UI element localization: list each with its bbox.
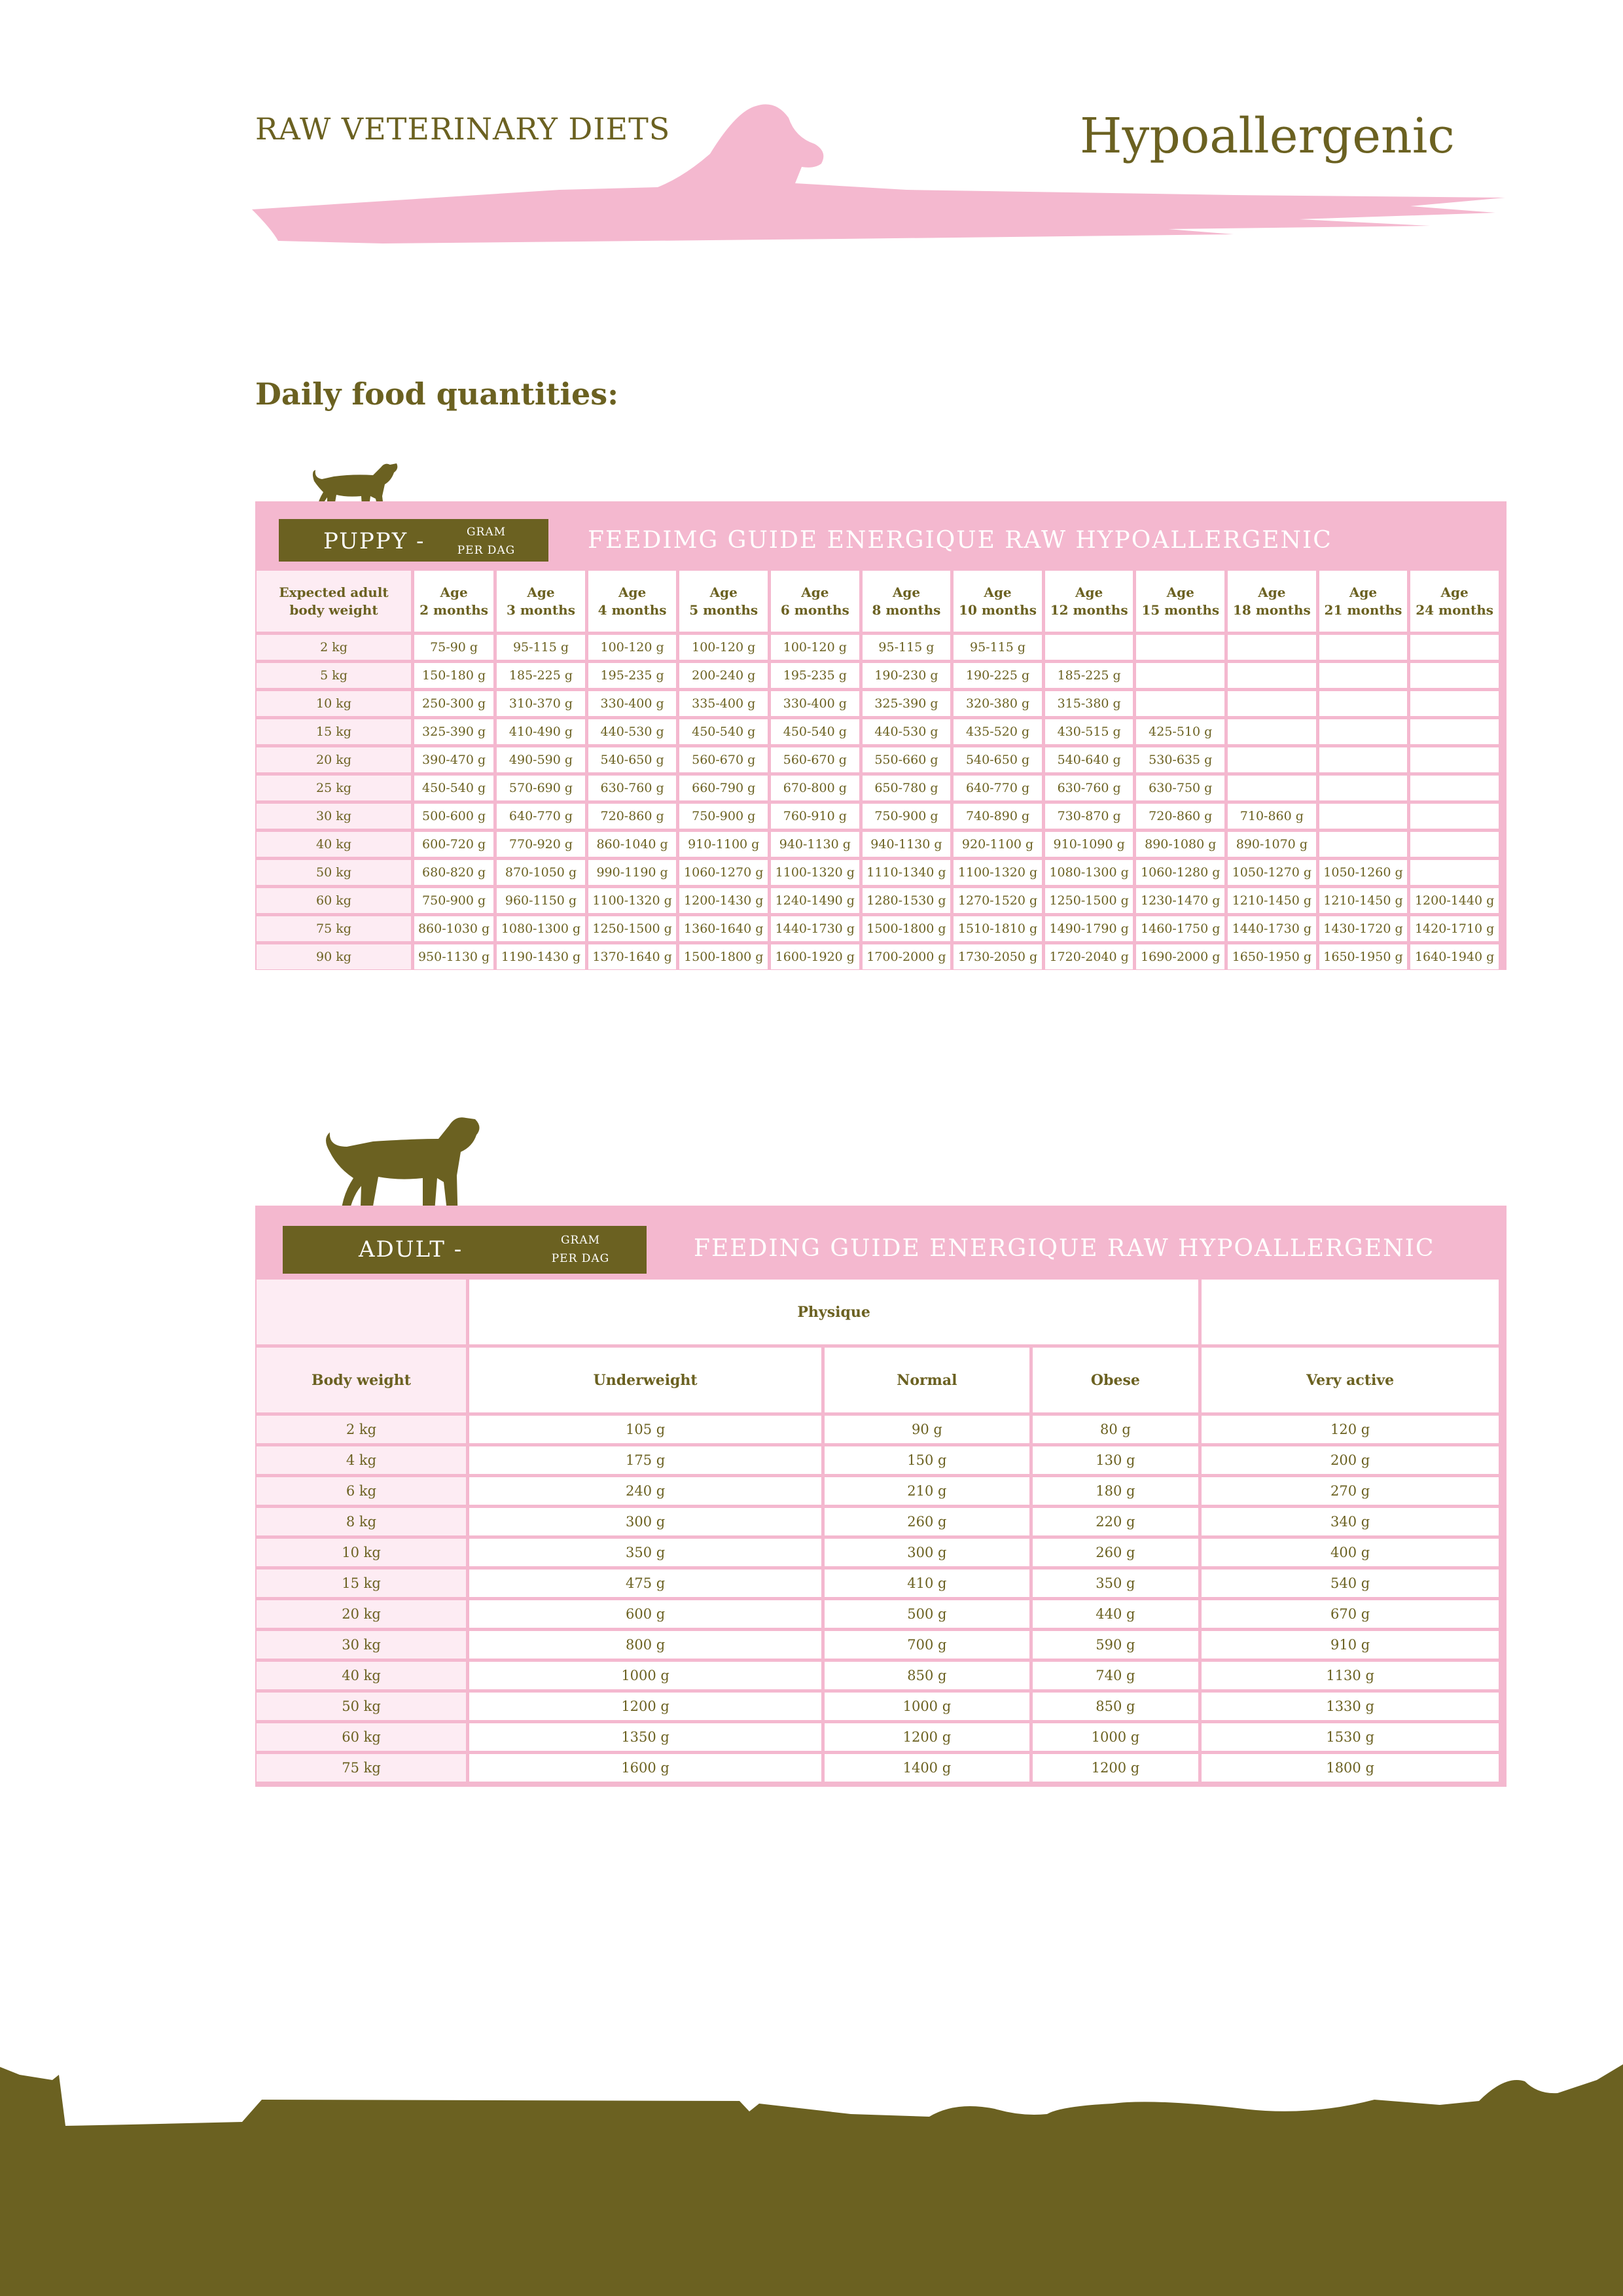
weight-cell: 20 kg [257, 747, 411, 772]
quantity-cell [1410, 860, 1499, 885]
footer-ground-art [0, 2062, 1623, 2296]
puppy-unit: GRAM PER DAG [457, 526, 516, 557]
quantity-cell: 450-540 g [679, 719, 768, 744]
quantity-cell: 440-530 g [588, 719, 677, 744]
quantity-cell [1136, 691, 1224, 716]
quantity-cell [1319, 663, 1408, 688]
age-header-5: Age 6 months [771, 571, 859, 632]
quantity-cell: 1210-1450 g [1228, 888, 1316, 913]
quantity-cell: 1230-1470 g [1136, 888, 1224, 913]
quantity-cell: 1600-1920 g [771, 944, 859, 969]
weight-cell: 4 kg [257, 1446, 466, 1474]
quantity-cell: 1650-1950 g [1319, 944, 1408, 969]
quantity-cell [1319, 804, 1408, 829]
quantity-cell: 95-115 g [954, 635, 1042, 660]
weight-cell: 60 kg [257, 1723, 466, 1751]
table-row [257, 719, 1499, 744]
quantity-cell: 600-720 g [414, 832, 493, 857]
quantity-cell: 410-490 g [497, 719, 585, 744]
quantity-cell: 200 g [1202, 1446, 1499, 1474]
quantity-cell: 390-470 g [414, 747, 493, 772]
quantity-cell: 100-120 g [679, 635, 768, 660]
table-row [257, 804, 1499, 829]
quantity-cell: 1720-2040 g [1045, 944, 1133, 969]
adult-blank-cell [1202, 1280, 1499, 1344]
age-header-4: Age 5 months [679, 571, 768, 632]
table-row [257, 1723, 1499, 1751]
quantity-cell: 180 g [1033, 1477, 1199, 1505]
table-row [257, 1570, 1499, 1597]
physique-column-header: Very active [1202, 1348, 1499, 1412]
quantity-cell: 630-750 g [1136, 776, 1224, 800]
quantity-cell: 800 g [469, 1631, 821, 1659]
adult-label-box [283, 1226, 647, 1274]
quantity-cell [1410, 776, 1499, 800]
quantity-cell: 1370-1640 g [588, 944, 677, 969]
quantity-cell: 220 g [1033, 1508, 1199, 1535]
brand-title: RAW VETERINARY DIETS [255, 111, 671, 147]
weight-cell: 40 kg [257, 832, 411, 857]
quantity-cell: 940-1130 g [863, 832, 951, 857]
quantity-cell [1228, 663, 1316, 688]
quantity-cell: 540-640 g [1045, 747, 1133, 772]
quantity-cell: 1330 g [1202, 1693, 1499, 1720]
quantity-cell [1410, 719, 1499, 744]
quantity-cell: 1060-1280 g [1136, 860, 1224, 885]
quantity-cell: 1250-1500 g [1045, 888, 1133, 913]
quantity-cell: 425-510 g [1136, 719, 1224, 744]
quantity-cell: 850 g [1033, 1693, 1199, 1720]
quantity-cell: 860-1040 g [588, 832, 677, 857]
quantity-cell [1410, 691, 1499, 716]
puppy-header-row [257, 571, 1499, 632]
quantity-cell: 450-540 g [771, 719, 859, 744]
quantity-cell: 1800 g [1202, 1754, 1499, 1782]
quantity-cell [1228, 747, 1316, 772]
quantity-cell: 1200 g [1033, 1754, 1199, 1782]
age-header-2: Age 3 months [497, 571, 585, 632]
quantity-cell: 195-235 g [771, 663, 859, 688]
quantity-cell: 650-780 g [863, 776, 951, 800]
quantity-cell: 670 g [1202, 1600, 1499, 1628]
quantity-cell: 660-790 g [679, 776, 768, 800]
quantity-cell [1410, 832, 1499, 857]
table-row [257, 1446, 1499, 1474]
quantity-cell: 75-90 g [414, 635, 493, 660]
quantity-cell: 95-115 g [863, 635, 951, 660]
quantity-cell: 1490-1790 g [1045, 916, 1133, 941]
weight-cell: 40 kg [257, 1662, 466, 1689]
quantity-cell: 1200 g [825, 1723, 1029, 1751]
quantity-cell: 850 g [825, 1662, 1029, 1689]
quantity-cell: 1280-1530 g [863, 888, 951, 913]
quantity-cell: 90 g [825, 1416, 1029, 1443]
puppy-guide-title: FEEDIMG GUIDE ENERGIQUE RAW HYPOALLERGENIC [588, 527, 1332, 554]
adult-physique-row [257, 1280, 1499, 1344]
quantity-cell: 950-1130 g [414, 944, 493, 969]
quantity-cell: 1440-1730 g [1228, 916, 1316, 941]
quantity-cell: 750-900 g [679, 804, 768, 829]
quantity-cell: 210 g [825, 1477, 1029, 1505]
quantity-cell: 560-670 g [771, 747, 859, 772]
age-header-12: Age 24 months [1410, 571, 1499, 632]
puppy-label-box [279, 519, 548, 562]
quantity-cell: 1060-1270 g [679, 860, 768, 885]
table-row [257, 1477, 1499, 1505]
quantity-cell: 760-910 g [771, 804, 859, 829]
weight-cell: 60 kg [257, 888, 411, 913]
quantity-cell [1319, 832, 1408, 857]
quantity-cell: 1200-1440 g [1410, 888, 1499, 913]
weight-cell: 8 kg [257, 1508, 466, 1535]
adult-label: ADULT - [359, 1236, 463, 1263]
quantity-cell [1228, 691, 1316, 716]
quantity-cell: 335-400 g [679, 691, 768, 716]
table-row [257, 1693, 1499, 1720]
quantity-cell: 910-1090 g [1045, 832, 1133, 857]
table-row [257, 944, 1499, 969]
quantity-cell: 630-760 g [588, 776, 677, 800]
quantity-cell: 540-650 g [954, 747, 1042, 772]
quantity-cell: 1100-1320 g [588, 888, 677, 913]
quantity-cell: 1640-1940 g [1410, 944, 1499, 969]
quantity-cell: 500 g [825, 1600, 1029, 1628]
quantity-cell: 1130 g [1202, 1662, 1499, 1689]
quantity-cell: 590 g [1033, 1631, 1199, 1659]
quantity-cell: 1400 g [825, 1754, 1029, 1782]
table-row [257, 663, 1499, 688]
table-row [257, 1631, 1499, 1659]
puppy-feeding-table [253, 567, 1502, 973]
quantity-cell: 330-400 g [771, 691, 859, 716]
quantity-cell: 130 g [1033, 1446, 1199, 1474]
quantity-cell: 1650-1950 g [1228, 944, 1316, 969]
quantity-cell: 95-115 g [497, 635, 585, 660]
quantity-cell: 400 g [1202, 1539, 1499, 1566]
age-header-6: Age 8 months [863, 571, 951, 632]
quantity-cell: 680-820 g [414, 860, 493, 885]
quantity-cell [1136, 635, 1224, 660]
quantity-cell: 190-225 g [954, 663, 1042, 688]
quantity-cell: 1000 g [469, 1662, 821, 1689]
quantity-cell: 560-670 g [679, 747, 768, 772]
table-row [257, 776, 1499, 800]
weight-cell: 25 kg [257, 776, 411, 800]
quantity-cell [1228, 776, 1316, 800]
product-title: Hypoallergenic [1080, 108, 1455, 164]
quantity-cell: 200-240 g [679, 663, 768, 688]
weight-cell: 50 kg [257, 1693, 466, 1720]
table-row [257, 888, 1499, 913]
quantity-cell: 80 g [1033, 1416, 1199, 1443]
quantity-cell: 300 g [469, 1508, 821, 1535]
physique-column-header: Underweight [469, 1348, 821, 1412]
table-row [257, 1539, 1499, 1566]
quantity-cell: 910 g [1202, 1631, 1499, 1659]
weight-cell: 6 kg [257, 1477, 466, 1505]
quantity-cell: 325-390 g [414, 719, 493, 744]
quantity-cell: 1500-1800 g [863, 916, 951, 941]
quantity-cell [1410, 747, 1499, 772]
quantity-cell: 450-540 g [414, 776, 493, 800]
weight-cell: 30 kg [257, 1631, 466, 1659]
age-header-8: Age 12 months [1045, 571, 1133, 632]
table-row [257, 1600, 1499, 1628]
age-header-3: Age 4 months [588, 571, 677, 632]
quantity-cell: 750-900 g [414, 888, 493, 913]
puppy-label: PUPPY - [323, 528, 425, 554]
quantity-cell: 530-635 g [1136, 747, 1224, 772]
quantity-cell: 350 g [469, 1539, 821, 1566]
quantity-cell: 730-870 g [1045, 804, 1133, 829]
quantity-cell: 100-120 g [588, 635, 677, 660]
weight-cell: 15 kg [257, 1570, 466, 1597]
quantity-cell [1319, 635, 1408, 660]
quantity-cell: 1110-1340 g [863, 860, 951, 885]
quantity-cell: 1500-1800 g [679, 944, 768, 969]
quantity-cell: 860-1030 g [414, 916, 493, 941]
quantity-cell: 175 g [469, 1446, 821, 1474]
quantity-cell: 100-120 g [771, 635, 859, 660]
quantity-cell: 150 g [825, 1446, 1029, 1474]
table-row [257, 691, 1499, 716]
adult-guide-title: FEEDING GUIDE ENERGIQUE RAW HYPOALLERGENIC [694, 1235, 1435, 1262]
quantity-cell: 1270-1520 g [954, 888, 1042, 913]
quantity-cell: 600 g [469, 1600, 821, 1628]
section-title: Daily food quantities: [255, 376, 619, 412]
quantity-cell: 185-225 g [1045, 663, 1133, 688]
quantity-cell: 990-1190 g [588, 860, 677, 885]
adult-header-row [257, 1348, 1499, 1412]
weight-cell: 90 kg [257, 944, 411, 969]
quantity-cell: 490-590 g [497, 747, 585, 772]
quantity-cell: 240 g [469, 1477, 821, 1505]
quantity-cell: 1080-1300 g [497, 916, 585, 941]
quantity-cell: 1000 g [825, 1693, 1029, 1720]
weight-cell: 10 kg [257, 1539, 466, 1566]
weight-cell: 75 kg [257, 1754, 466, 1782]
weight-cell: 20 kg [257, 1600, 466, 1628]
table-row [257, 1508, 1499, 1535]
quantity-cell: 350 g [1033, 1570, 1199, 1597]
quantity-cell [1319, 691, 1408, 716]
age-header-1: Age 2 months [414, 571, 493, 632]
quantity-cell: 1100-1320 g [954, 860, 1042, 885]
weight-cell: 15 kg [257, 719, 411, 744]
quantity-cell: 550-660 g [863, 747, 951, 772]
quantity-cell [1319, 776, 1408, 800]
table-row [257, 1662, 1499, 1689]
quantity-cell: 190-230 g [863, 663, 951, 688]
table-row [257, 635, 1499, 660]
quantity-cell: 1420-1710 g [1410, 916, 1499, 941]
quantity-cell: 270 g [1202, 1477, 1499, 1505]
quantity-cell: 890-1080 g [1136, 832, 1224, 857]
quantity-cell: 1730-2050 g [954, 944, 1042, 969]
weight-cell: 50 kg [257, 860, 411, 885]
table-row [257, 832, 1499, 857]
table-row [257, 860, 1499, 885]
quantity-cell: 410 g [825, 1570, 1029, 1597]
quantity-cell: 260 g [1033, 1539, 1199, 1566]
quantity-cell: 1350 g [469, 1723, 821, 1751]
table-row [257, 916, 1499, 941]
quantity-cell: 1200-1430 g [679, 888, 768, 913]
quantity-cell [1410, 804, 1499, 829]
quantity-cell: 940-1130 g [771, 832, 859, 857]
quantity-cell: 1430-1720 g [1319, 916, 1408, 941]
quantity-cell: 325-390 g [863, 691, 951, 716]
weight-cell: 75 kg [257, 916, 411, 941]
table-row [257, 747, 1499, 772]
quantity-cell: 1050-1270 g [1228, 860, 1316, 885]
table-row [257, 1416, 1499, 1443]
quantity-cell: 435-520 g [954, 719, 1042, 744]
physique-column-header: Normal [825, 1348, 1029, 1412]
quantity-cell [1228, 635, 1316, 660]
quantity-cell: 630-760 g [1045, 776, 1133, 800]
quantity-cell: 440 g [1033, 1600, 1199, 1628]
physique-header: Physique [469, 1280, 1198, 1344]
quantity-cell: 1190-1430 g [497, 944, 585, 969]
quantity-cell: 315-380 g [1045, 691, 1133, 716]
quantity-cell: 150-180 g [414, 663, 493, 688]
quantity-cell [1045, 635, 1133, 660]
weight-cell: 30 kg [257, 804, 411, 829]
quantity-cell: 1440-1730 g [771, 916, 859, 941]
quantity-cell: 105 g [469, 1416, 821, 1443]
quantity-cell: 195-235 g [588, 663, 677, 688]
age-header-11: Age 21 months [1319, 571, 1408, 632]
weight-cell: 5 kg [257, 663, 411, 688]
quantity-cell: 710-860 g [1228, 804, 1316, 829]
quantity-cell: 700 g [825, 1631, 1029, 1659]
quantity-cell: 770-920 g [497, 832, 585, 857]
quantity-cell: 1100-1320 g [771, 860, 859, 885]
quantity-cell: 300 g [825, 1539, 1029, 1566]
quantity-cell: 440-530 g [863, 719, 951, 744]
quantity-cell [1410, 635, 1499, 660]
quantity-cell: 570-690 g [497, 776, 585, 800]
quantity-cell: 320-380 g [954, 691, 1042, 716]
quantity-cell [1319, 719, 1408, 744]
quantity-cell: 430-515 g [1045, 719, 1133, 744]
quantity-cell: 250-300 g [414, 691, 493, 716]
adult-blank-cell [257, 1280, 466, 1344]
quantity-cell: 750-900 g [863, 804, 951, 829]
quantity-cell: 1250-1500 g [588, 916, 677, 941]
quantity-cell: 475 g [469, 1570, 821, 1597]
quantity-cell: 1690-2000 g [1136, 944, 1224, 969]
quantity-cell: 310-370 g [497, 691, 585, 716]
age-header-7: Age 10 months [954, 571, 1042, 632]
quantity-cell: 960-1150 g [497, 888, 585, 913]
quantity-cell: 640-770 g [954, 776, 1042, 800]
weight-cell: 2 kg [257, 635, 411, 660]
quantity-cell: 1600 g [469, 1754, 821, 1782]
quantity-cell: 1240-1490 g [771, 888, 859, 913]
quantity-cell [1228, 719, 1316, 744]
body-weight-header: Body weight [257, 1348, 466, 1412]
quantity-cell: 260 g [825, 1508, 1029, 1535]
expected-weight-header: Expected adult body weight [257, 571, 411, 632]
quantity-cell: 890-1070 g [1228, 832, 1316, 857]
quantity-cell: 1080-1300 g [1045, 860, 1133, 885]
quantity-cell: 120 g [1202, 1416, 1499, 1443]
quantity-cell: 540 g [1202, 1570, 1499, 1597]
table-row [257, 1754, 1499, 1782]
physique-column-header: Obese [1033, 1348, 1199, 1412]
quantity-cell: 920-1100 g [954, 832, 1042, 857]
age-header-10: Age 18 months [1228, 571, 1316, 632]
quantity-cell [1136, 663, 1224, 688]
quantity-cell: 720-860 g [1136, 804, 1224, 829]
quantity-cell: 330-400 g [588, 691, 677, 716]
quantity-cell: 1200 g [469, 1693, 821, 1720]
quantity-cell: 1460-1750 g [1136, 916, 1224, 941]
quantity-cell: 1700-2000 g [863, 944, 951, 969]
age-header-9: Age 15 months [1136, 571, 1224, 632]
quantity-cell: 910-1100 g [679, 832, 768, 857]
quantity-cell: 670-800 g [771, 776, 859, 800]
quantity-cell: 1210-1450 g [1319, 888, 1408, 913]
quantity-cell: 500-600 g [414, 804, 493, 829]
quantity-cell [1319, 747, 1408, 772]
quantity-cell: 1510-1810 g [954, 916, 1042, 941]
quantity-cell: 1050-1260 g [1319, 860, 1408, 885]
quantity-cell: 640-770 g [497, 804, 585, 829]
quantity-cell: 1360-1640 g [679, 916, 768, 941]
adult-feeding-table [253, 1276, 1502, 1785]
adult-unit: GRAM PER DAG [551, 1234, 610, 1265]
weight-cell: 10 kg [257, 691, 411, 716]
quantity-cell: 340 g [1202, 1508, 1499, 1535]
quantity-cell: 720-860 g [588, 804, 677, 829]
quantity-cell: 740 g [1033, 1662, 1199, 1689]
quantity-cell: 870-1050 g [497, 860, 585, 885]
quantity-cell: 1530 g [1202, 1723, 1499, 1751]
weight-cell: 2 kg [257, 1416, 466, 1443]
quantity-cell [1410, 663, 1499, 688]
quantity-cell: 740-890 g [954, 804, 1042, 829]
quantity-cell: 540-650 g [588, 747, 677, 772]
quantity-cell: 185-225 g [497, 663, 585, 688]
quantity-cell: 1000 g [1033, 1723, 1199, 1751]
